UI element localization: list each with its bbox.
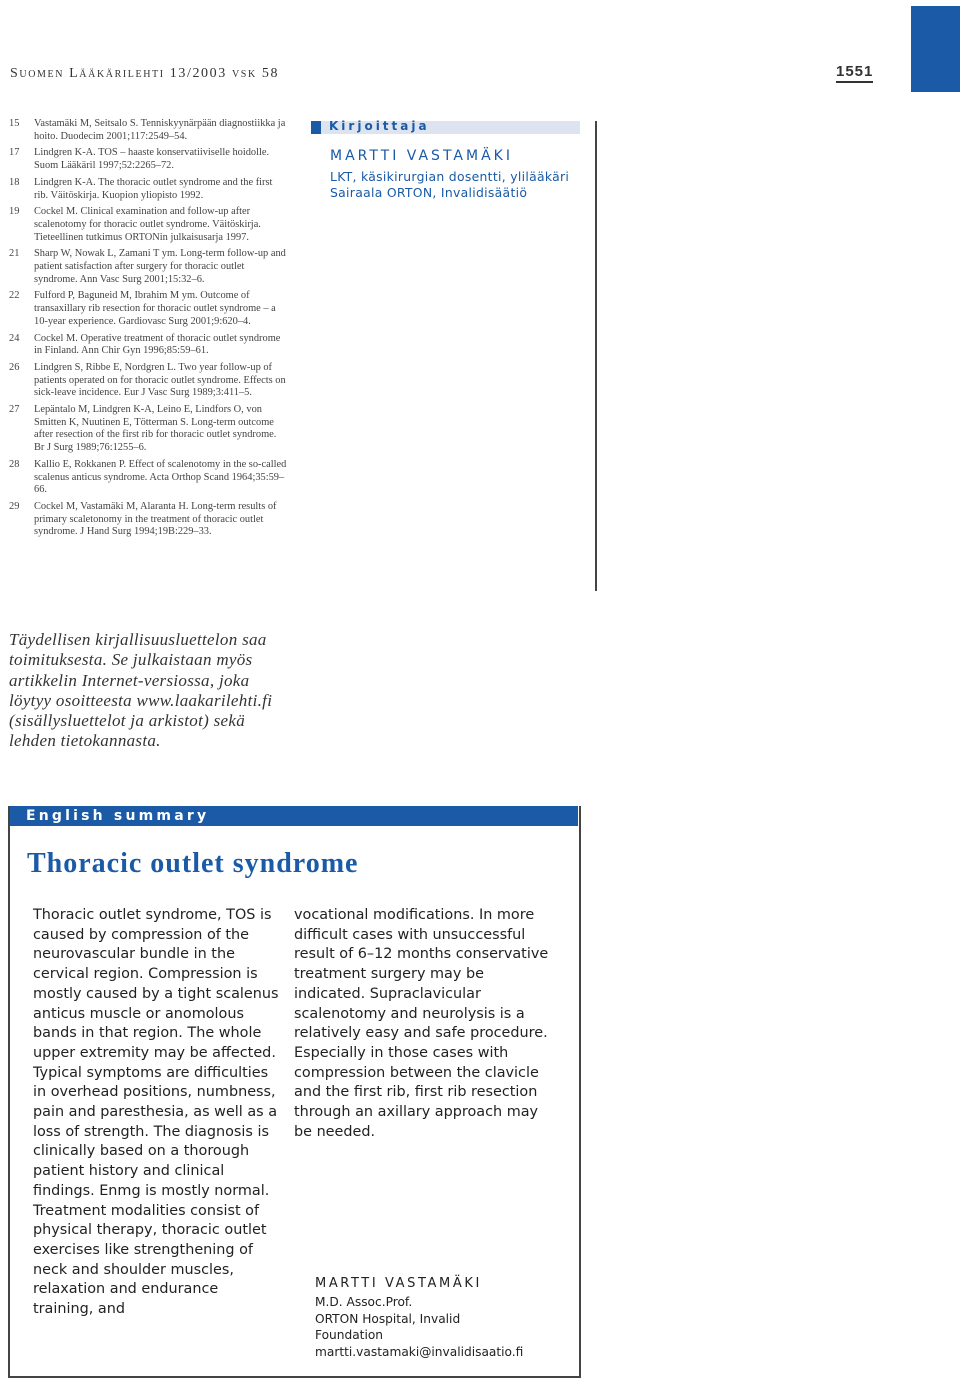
reference-number: 28 bbox=[9, 458, 20, 470]
reference-number: 19 bbox=[9, 206, 20, 218]
page-corner-tab bbox=[911, 6, 960, 92]
reference-item bbox=[9, 206, 289, 244]
reference-item bbox=[9, 290, 289, 328]
signature-degree: M.D. Assoc.Prof. bbox=[315, 1295, 413, 1309]
reference-item bbox=[9, 362, 289, 400]
reference-number: 21 bbox=[9, 248, 20, 260]
summary-box-rule-right bbox=[579, 806, 581, 1378]
reference-number: 22 bbox=[9, 290, 20, 302]
reference-text: Cockel M, Vastamäki M, Alaranta H. Long-term results of primary scaletonomy in the treatment of thoracic outlet syndrome. J Hand Surg 1994;19B:229–33. bbox=[34, 500, 277, 538]
signature-affiliation-cont: Foundation bbox=[315, 1328, 384, 1343]
author-affiliation: Sairaala ORTON, Invalidisäätiö bbox=[330, 185, 528, 200]
reference-text: Vastamäki M, Seitsalo S. Tenniskyynärpään diagnostiikka ja hoito. Duodecim 2001;117:2549–54. bbox=[34, 118, 286, 142]
summary-signature bbox=[315, 1276, 523, 1360]
reference-number: 29 bbox=[9, 500, 20, 512]
signature-name: MARTTI VASTAMÄKI bbox=[315, 1276, 482, 1291]
author-box bbox=[311, 121, 595, 591]
reference-number: 26 bbox=[9, 361, 20, 373]
reference-item bbox=[9, 501, 289, 539]
reference-text: Lepäntalo M, Lindgren K-A, Leino E, Lindfors O, von Smitten K, Nuutinen E, Tötterman S. Long-term outcome after resection of the first rib for thoracic outlet syndrome. Br J Surg 1989;76:1255–6. bbox=[34, 404, 277, 454]
reference-item bbox=[9, 404, 289, 455]
reference-item bbox=[9, 459, 289, 497]
author-title: LKT, käsikirurgian dosentti, ylilääkäri bbox=[330, 169, 570, 184]
reference-text: Cockel M. Operative treatment of thoracic outlet syndrome in Finland. Ann Chir Gyn 1996;85:59–61. bbox=[34, 332, 281, 357]
reference-text: Kallio E, Rokkanen P. Effect of scalenotomy in the so-called scalenus anticus syndrome. Acta Orthop Scand 1964;35:59–66. bbox=[34, 458, 287, 496]
reference-item bbox=[9, 147, 289, 172]
reference-item bbox=[9, 333, 289, 358]
reference-text: Cockel M. Clinical examination and follow-up after scalenotomy for thoracic outlet syndrome. Väitöskirja. Tieteellinen tutkimus ORTONin julkaisusarja 1997. bbox=[34, 206, 261, 243]
reference-text: Lindgren S, Ribbe E, Nordgren L. Two year follow-up of patients operated on for thoracic outlet syndrome. Effects on sick-leave incidence. Eur J Vasc Surg 1989;3:411–5. bbox=[34, 361, 286, 399]
reference-text: Fulford P, Baguneid M, Ibrahim M ym. Outcome of transaxillary rib resection for thoracic outlet syndrome – a 10-year experience. Gardiovasc Surg 2001;9:620–4. bbox=[34, 290, 276, 327]
author-box-rule bbox=[595, 121, 597, 591]
reference-number: 24 bbox=[9, 332, 20, 344]
reference-text: Sharp W, Nowak L, Zamani T ym. Long-term follow-up and patient satisfaction after surgery for thoracic outlet syndrome. Ann Vasc Surg 2001;15:32–6. bbox=[34, 248, 286, 285]
reference-number: 17 bbox=[9, 147, 20, 159]
summary-column-right: vocational modifications. In more difficult cases with unsuccessful result of 6–12 months conservative treatment surgery may be indicated. Supraclavicular scalenotomy and neurolysis is a relatively easy and safe procedure. Especially in those cases with compression between the clavicle and the first rib, first rib resection through an axillary approach may be needed. bbox=[294, 907, 549, 1140]
english-summary-box bbox=[8, 806, 580, 1378]
summary-title: Thoracic outlet syndrome bbox=[27, 848, 359, 879]
author-heading-marker bbox=[311, 121, 321, 134]
summary-label: English summary bbox=[26, 808, 210, 824]
reference-text: Lindgren K-A. TOS – haaste konservatiiviselle hoidolle. Suom Lääkäril 1997;52:2265–72. bbox=[34, 147, 270, 172]
reference-number: 18 bbox=[9, 176, 20, 188]
summary-label-bar bbox=[10, 806, 578, 826]
summary-box-rule-bottom bbox=[10, 1376, 581, 1378]
author-name: MARTTI VASTAMÄKI bbox=[330, 148, 513, 164]
summary-column-left: Thoracic outlet syndrome, TOS is caused by compression of the neurovascular bundle in the cervical region. Compression is mostly caused by a tight scalenus anticus muscle or anomolous bands in that region. The whole upper extremity may be affected. Typical symptoms are difficulties in overhead positions, numbness, pain and paresthesia, as well as a loss of strength. The diagnosis is clinically based on a thorough patient history and clinical findings. Enmg is mostly normal. Treatment modalities consist of physical therapy, thoracic outlet exercises like strengthening of neck and shoulder muscles, relaxation and endurance training, and bbox=[33, 907, 279, 1318]
reference-number: 27 bbox=[9, 404, 20, 416]
running-title: Suomen Lääkärilehti 13/2003 vsk 58 bbox=[10, 66, 280, 81]
signature-email: martti.vastamaki@invalidisaatio.fi bbox=[315, 1344, 524, 1359]
signature-affiliation: ORTON Hospital, Invalid bbox=[315, 1311, 461, 1326]
reference-text: Lindgren K-A. The thoracic outlet syndrome and the first rib. Väitöskirja. Kuopion yliopisto 1992. bbox=[34, 176, 273, 201]
reference-item bbox=[9, 177, 289, 202]
reference-list bbox=[9, 118, 289, 543]
page-number: 1551 bbox=[836, 63, 873, 83]
reference-note: Täydellisen kirjallisuusluettelon saa toimituksesta. Se julkaistaan myös artikkelin Internet-versiossa, joka löytyy osoitteesta www.laakarilehti.fi (sisällysluettelot ja arkistot) sekä lehden tietokannasta. bbox=[9, 630, 273, 751]
author-heading: Kirjoittaja bbox=[329, 119, 430, 133]
reference-item bbox=[9, 118, 289, 143]
reference-item bbox=[9, 248, 289, 286]
reference-number: 15 bbox=[9, 118, 20, 129]
